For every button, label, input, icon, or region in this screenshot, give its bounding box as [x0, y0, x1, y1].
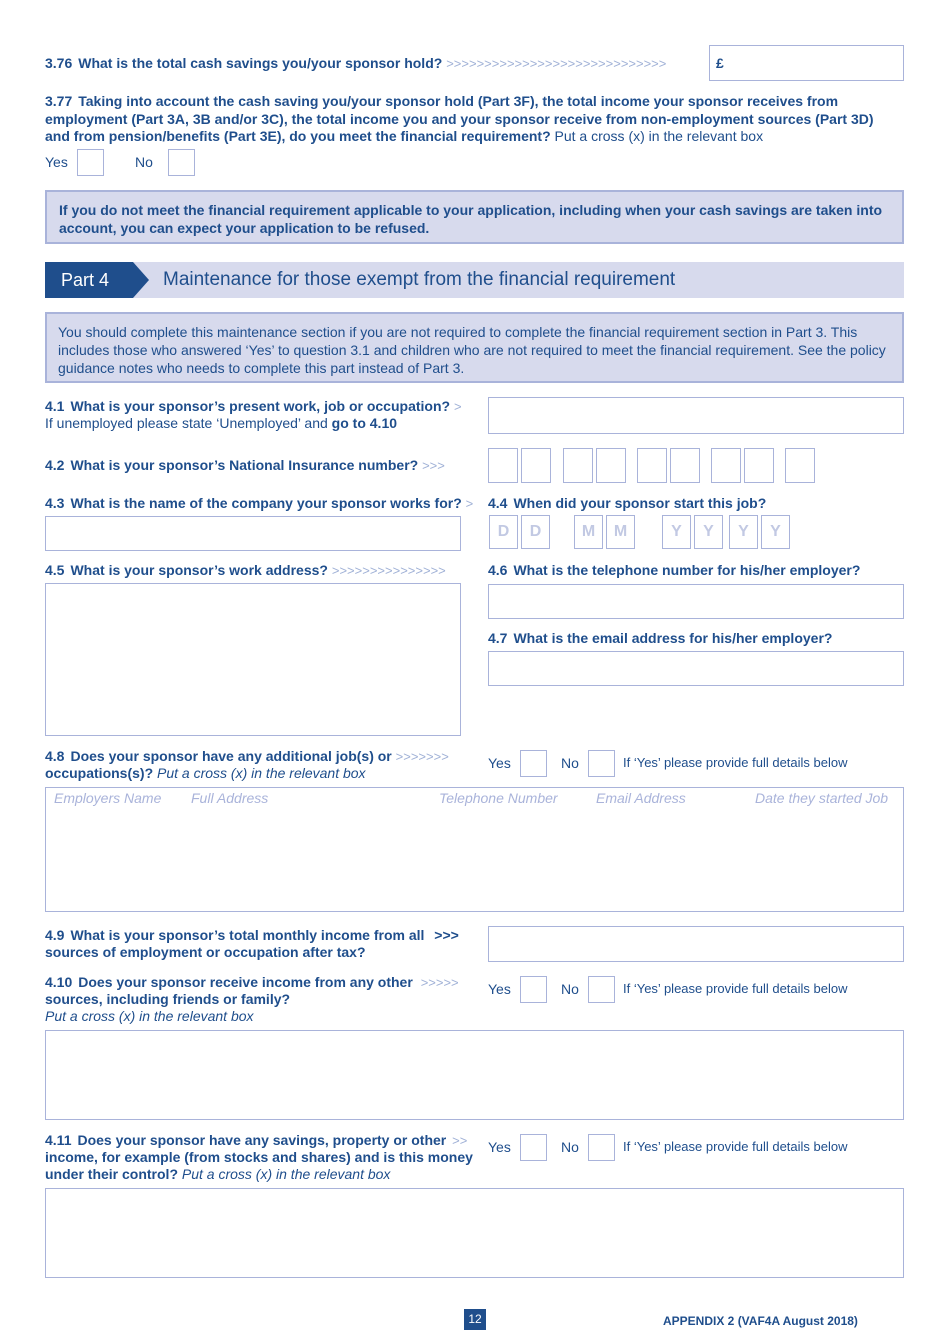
- question-number: 4.5: [45, 562, 65, 578]
- no-label: No: [135, 154, 153, 170]
- leader-arrows: >>>: [434, 927, 459, 943]
- question-4-5: [45, 562, 475, 579]
- currency-symbol: £: [716, 55, 724, 71]
- employer-email-input[interactable]: [488, 651, 904, 686]
- yes-label: Yes: [488, 981, 511, 997]
- question-number: 4.2: [45, 457, 65, 473]
- details-hint: If ‘Yes’ please provide full details below: [623, 981, 848, 996]
- q377-yes-checkbox[interactable]: [77, 149, 104, 176]
- date-hint: M: [613, 523, 628, 540]
- question-instruction: Put a cross (x) in the relevant box: [157, 765, 366, 781]
- question-text: What is your sponsor’s total monthly income from all: [70, 927, 425, 943]
- date-year-4[interactable]: [761, 515, 790, 549]
- question-3-77: [45, 93, 895, 146]
- date-hint: Y: [738, 523, 749, 540]
- cash-savings-input[interactable]: [709, 45, 904, 81]
- question-instruction: Put a cross (x) in the relevant box: [181, 1166, 391, 1182]
- ni-char-2[interactable]: [521, 448, 551, 483]
- page-number-text: 12: [468, 1312, 482, 1326]
- question-4-9: [45, 927, 475, 961]
- question-number: 4.8: [45, 748, 65, 764]
- savings-property-details-input[interactable]: [45, 1188, 904, 1278]
- leader-arrows: >>: [452, 1133, 468, 1148]
- question-text-cont: under their control?: [45, 1166, 178, 1182]
- question-number: 4.1: [45, 398, 65, 414]
- page-number: [464, 1309, 486, 1330]
- question-instruction: Put a cross (x) in the relevant box: [554, 128, 764, 144]
- date-year-2[interactable]: [694, 515, 723, 549]
- date-hint: D: [497, 523, 510, 540]
- column-email-address: Email Address: [596, 790, 686, 806]
- ni-char-5[interactable]: [637, 448, 667, 483]
- date-day-2[interactable]: [521, 515, 550, 549]
- yes-label: Yes: [45, 154, 68, 170]
- question-text: What is the telephone number for his/her employer?: [513, 562, 861, 578]
- leader-arrows: >>>>>>>: [395, 749, 449, 764]
- column-date-started: Date they started Job: [755, 790, 889, 806]
- leader-arrows: >>>>>>>>>>>>>>>>>>>>>>>>>>>>>: [446, 56, 667, 71]
- leader-arrows: >: [453, 399, 462, 414]
- no-label: No: [561, 981, 579, 997]
- no-label: No: [561, 755, 579, 771]
- q410-no-checkbox[interactable]: [588, 976, 615, 1003]
- question-4-8: [45, 748, 475, 782]
- question-number: 4.7: [488, 630, 508, 646]
- part4-label: Part 4: [61, 270, 110, 290]
- question-4-11: [45, 1132, 475, 1183]
- employer-phone-input[interactable]: [488, 584, 904, 619]
- leader-arrows: >>>>>: [420, 975, 459, 990]
- yes-label: Yes: [488, 1139, 511, 1155]
- question-text: When did your sponsor start this job?: [513, 495, 767, 511]
- question-text-cont: sources, including friends or family?: [45, 991, 291, 1007]
- other-income-details-input[interactable]: [45, 1030, 904, 1120]
- question-number: 4.10: [45, 974, 73, 990]
- ni-char-3[interactable]: [563, 448, 593, 483]
- q377-no-checkbox[interactable]: [168, 149, 195, 176]
- ni-char-6[interactable]: [670, 448, 700, 483]
- yes-label: Yes: [488, 755, 511, 771]
- question-number: 3.77: [45, 93, 73, 109]
- form-reference: APPENDIX 2 (VAF4A August 2018): [663, 1314, 858, 1328]
- date-hint: Y: [703, 523, 714, 540]
- date-year-1[interactable]: [662, 515, 691, 549]
- date-hint: Y: [770, 523, 781, 540]
- question-text: What is your sponsor’s National Insurance number?: [70, 457, 419, 473]
- q410-yes-checkbox[interactable]: [520, 976, 547, 1003]
- question-4-2: [45, 457, 475, 474]
- question-number: 4.6: [488, 562, 508, 578]
- question-4-1: [45, 398, 475, 415]
- note-text: If unemployed please state ‘Unemployed’ and: [45, 415, 328, 431]
- question-number: 3.76: [45, 55, 73, 71]
- column-employers-name: Employers Name: [54, 790, 162, 806]
- ni-char-1[interactable]: [488, 448, 518, 483]
- question-text: Does your sponsor have any additional job(s) or: [70, 748, 392, 764]
- question-text: What is the total cash savings you/your sponsor hold?: [78, 55, 443, 71]
- leader-arrows: >>>>>>>>>>>>>>>: [331, 563, 446, 578]
- ni-char-9[interactable]: [785, 448, 815, 483]
- details-hint: If ‘Yes’ please provide full details below: [623, 1139, 848, 1154]
- question-4-1-note: [45, 415, 475, 432]
- date-day-1[interactable]: [489, 515, 518, 549]
- question-4-7: [488, 630, 904, 647]
- ni-char-4[interactable]: [596, 448, 626, 483]
- column-full-address: Full Address: [191, 790, 269, 806]
- date-hint: M: [581, 523, 596, 540]
- question-4-4: [488, 495, 904, 512]
- question-number: 4.3: [45, 495, 65, 511]
- ni-char-7[interactable]: [711, 448, 741, 483]
- date-month-2[interactable]: [606, 515, 635, 549]
- q48-yes-checkbox[interactable]: [520, 750, 547, 777]
- ni-char-8[interactable]: [744, 448, 774, 483]
- refusal-warning-text: If you do not meet the financial requirement applicable to your application, including when your cash savings are taken into account, you can expect your application to be refused.: [59, 202, 883, 236]
- question-text: What is the name of the company your sponsor works for?: [70, 495, 462, 511]
- question-text: What is your sponsor’s present work, job or occupation?: [70, 398, 451, 414]
- goto-instruction: go to 4.10: [331, 415, 398, 431]
- question-text: What is the email address for his/her employer?: [513, 630, 833, 646]
- question-text: Taking into account the cash saving you/your sponsor hold (Part 3F), the total income your sponsor receives from employment (Part 3A, 3B and/or 3C), the total income you and your sponsor receive from non-employment sources (Part 3D) and from pension/benefits (Part 3E), do you meet the financial requirement?: [45, 93, 874, 144]
- question-text: Does your sponsor receive income from any other: [78, 974, 413, 990]
- q411-yes-checkbox[interactable]: [520, 1134, 547, 1161]
- sponsor-work-address-input[interactable]: [45, 583, 461, 736]
- leader-arrows: >>>: [422, 458, 445, 473]
- monthly-income-input[interactable]: [488, 926, 904, 962]
- date-month-1[interactable]: [574, 515, 603, 549]
- question-number: 4.4: [488, 495, 508, 511]
- date-hint: D: [529, 523, 542, 540]
- q48-no-checkbox[interactable]: [588, 750, 615, 777]
- no-label: No: [561, 1139, 579, 1155]
- question-4-3: [45, 495, 475, 512]
- part4-intro-text: You should complete this maintenance section if you are not required to complete the financial requirement section in Part 3. This includes those who answered ‘Yes’ to question 3.1 and children who are not required to meet the financial requirement. See the policy guidance notes who needs to complete this part instead of Part 3.: [58, 324, 886, 376]
- column-telephone-number: Telephone Number: [439, 790, 558, 806]
- date-hint: Y: [671, 523, 682, 540]
- part4-intro: [45, 312, 904, 383]
- question-text: What is your sponsor’s work address?: [70, 562, 328, 578]
- question-number: 4.11: [45, 1132, 72, 1148]
- refusal-warning: [45, 190, 904, 244]
- date-year-3[interactable]: [729, 515, 758, 549]
- question-4-6: [488, 562, 904, 579]
- question-text-cont: income, for example (from stocks and shares) and is this money: [45, 1149, 473, 1165]
- q411-no-checkbox[interactable]: [588, 1134, 615, 1161]
- details-hint: If ‘Yes’ please provide full details below: [623, 755, 848, 770]
- question-text-cont: occupations(s)?: [45, 765, 154, 781]
- question-text: Does your sponsor have any savings, property or other: [77, 1132, 447, 1148]
- question-4-10: [45, 974, 475, 1025]
- question-instruction: Put a cross (x) in the relevant box: [45, 1008, 254, 1024]
- leader-arrows: >: [465, 496, 474, 511]
- question-number: 4.9: [45, 927, 65, 943]
- question-text-cont: sources of employment or occupation after tax?: [45, 944, 366, 960]
- sponsor-occupation-input[interactable]: [488, 397, 904, 434]
- part4-title: Maintenance for those exempt from the financial requirement: [163, 269, 676, 290]
- question-3-76: [45, 55, 705, 72]
- sponsor-company-input[interactable]: [45, 516, 461, 551]
